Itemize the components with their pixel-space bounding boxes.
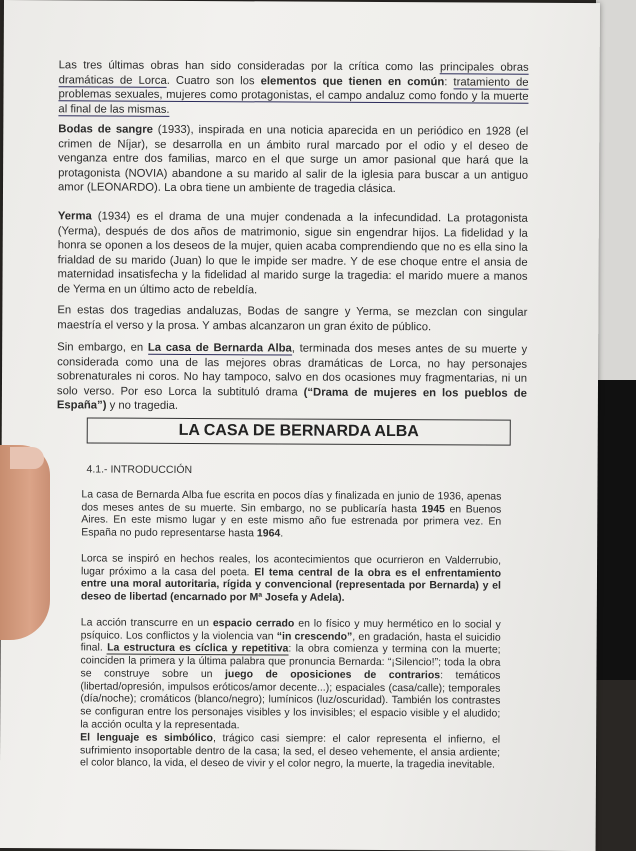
paragraph-yerma: Yerma (1934) es el drama de una mujer condenada a la infecundidad. La protagonista (Yerma), después de dos años de matrimonio, sigue sin engendrar hijos. La fidelidad y la honra se oponen a los deseos de la mujer, quien acaba comprendiendo que no es ella sino la frialdad de su marido (Juan) lo que le impide ser madre. Y de ese choque entre el ansia de maternidad insatisfecha y la fidelidad al marido surge la tragedia: el marido muere a manos de Yerma en un último acto de rebeldía. [57, 210, 528, 297]
background-wall [596, 0, 636, 380]
paragraph-embargo: Sin embargo, en La casa de Bernarda Alba, terminada dos meses antes de su muerte y considerada como una de las mejores obras dramáticas de Lorca, no hay personajes sobrenaturales ni coros. No hay tampoco, salvo en dos ocasiones muy fragmentarias, ni un solo verso. Por eso Lorca la subtituló drama (“Drama de mujeres en los pueblos de España”) y no tragedia. [56, 341, 528, 413]
paragraph-intro: Las tres últimas obras han sido consideradas por la crítica como las principales obras dramáticas de Lorca. Cuatro son los elementos que tienen en común: tratamiento de problemas sexuales, mujeres como protagonistas, el campo andaluz como fondo y la muerte al final de las mismas. [58, 59, 529, 116]
paragraph-language: El lenguaje es simbólico, trágico casi siempre: el calor representa el infierno, el sufrimiento insoportable dentro de la casa; la sed, el deseo vehemente, el ansia ardiente; el color blanco, la vida, el deseo de vivir y el color negro, la muerte, la tragedia inevitable. [79, 731, 501, 771]
thumb [0, 445, 50, 640]
section-heading: 4.1.- INTRODUCCIÓN [86, 463, 193, 476]
paragraph-composition: La casa de Bernarda Alba fue escrita en pocos días y finalizada en junio de 1936, apenas dos meses antes de su muerte. Sin embargo, no se publicaría hasta 1945 en Buenos Aires. En este mismo lugar y en este mismo año fue estrenada por primera vez. En España no pudo representarse hasta 1964. [81, 488, 502, 540]
paragraph-tragedias: En estas dos tragedias andaluzas, Bodas de sangre y Yerma, se mezclan con singular maestría el verso y la prosa. Y ambas alcanzaron un gran éxito de público. [57, 304, 528, 333]
page-title: LA CASA DE BERNARDA ALBA [87, 417, 511, 445]
paragraph-action: La acción transcurre en un espacio cerrado en lo físico y muy hermético en lo social y psíquico. Los conflictos y la violencia van “in crescendo”, en gradación, hasta el suicidio final. La estructura es cíclica y repetitiva: la obra comienza y termina con la muerte; coinciden la primera y la última palabra que pronuncia Bernarda: “¡Silencio!”; toda la obra se construye sobre un juego de oposiciones de contrarios: temáticos (libertad/opresión, impulsos eróticos/amor decente...); espaciales (casa/calle); temporales (día/noche); cromáticos (blanco/negro); lumínicos (luz/oscuridad). También los contrastes se configuran entre los personajes visibles y los invisibles; el espacio visible y el aludido; la acción oculta y la representada. [80, 616, 501, 731]
background-dark [596, 380, 636, 680]
thumbnail [10, 447, 44, 469]
paragraph-bodas: Bodas de sangre (1933), inspirada en una noticia aparecida en un periódico en 1928 (el crimen de Níjar), se desarrolla en un ámbito rural marcado por el odio y el deseo de venganza entre dos familias, marco en el que surge un amor pasional que hará que la protagonista (NOVIA) abandone a su marido al salir de la iglesia para buscar a un antiguo amor (LEONARDO). La obra tiene un ambiente de tragedia clásica. [57, 123, 529, 196]
paragraph-inspiration: Lorca se inspiró en hechos reales, los acontecimientos que ocurrieron en Valderrubio, lugar próximo a la casa del poeta. El tema central de la obra es el enfrentamiento entre una moral autoritaria, rígida y convencional (representada por Bernarda) y el deseo de libertad (encarnado por Mª Josefa y Adela). [80, 552, 502, 604]
